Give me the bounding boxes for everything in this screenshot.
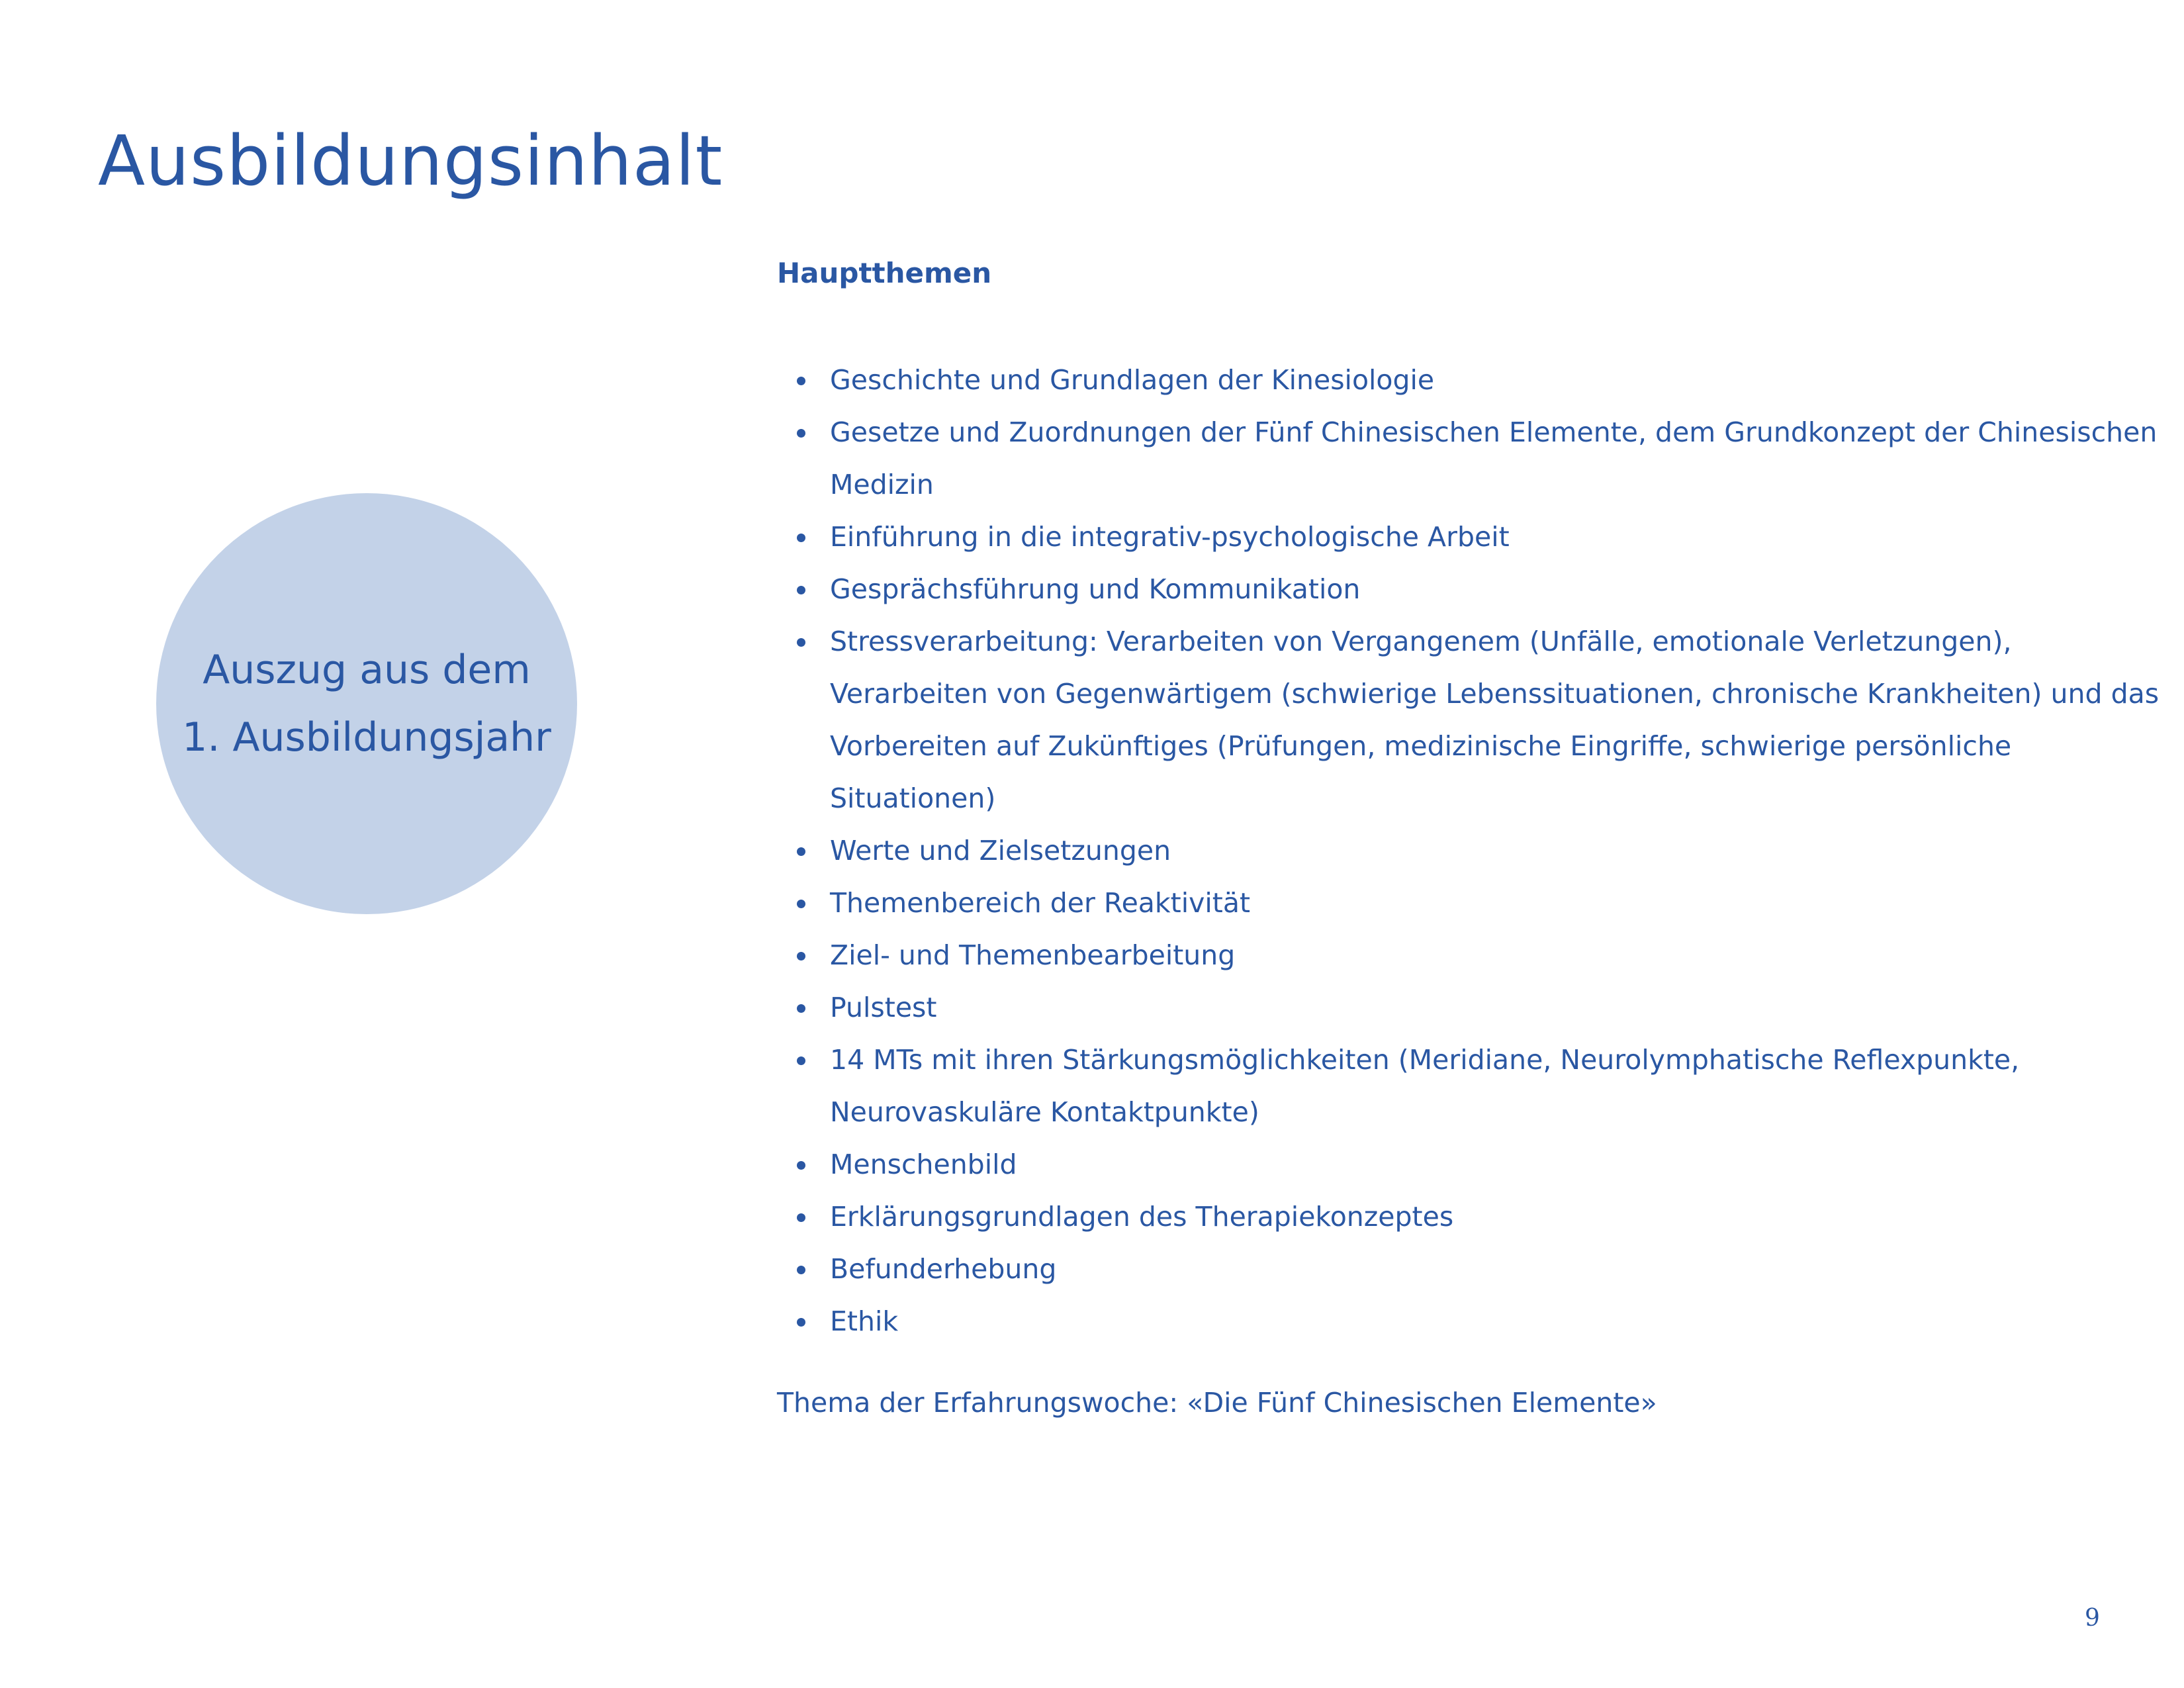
bullet-icon	[797, 1213, 805, 1222]
list-item	[777, 1295, 2167, 1348]
bullet-icon	[797, 1161, 805, 1170]
list-item	[777, 511, 2167, 563]
list-item	[777, 1191, 2167, 1243]
list-item-text: Geschichte und Grundlagen der Kinesiologie	[830, 364, 1435, 396]
list-item	[777, 1243, 2167, 1295]
list-item-text: Themenbereich der Reaktivität	[830, 887, 1251, 919]
bullet-icon	[797, 377, 805, 385]
circle-line-1: Auszug aus dem	[203, 647, 531, 693]
bullet-icon	[797, 1056, 805, 1065]
list-item	[777, 406, 2167, 511]
list-item-text: 14 MTs mit ihren Stärkungsmöglichkeiten (Meridiane, Neurolymphatische Reflexpunkte, Neurovaskuläre Kontaktpunkte)	[830, 1044, 2020, 1128]
year-circle	[156, 493, 577, 914]
list-item	[777, 877, 2167, 929]
list-item-text: Befunderhebung	[830, 1253, 1057, 1285]
list-item-text: Einführung in die integrativ-psychologische Arbeit	[830, 521, 1510, 553]
list-item-text: Pulstest	[830, 992, 937, 1023]
bullet-icon	[797, 534, 805, 542]
list-item-text: Ethik	[830, 1305, 899, 1337]
list-item	[777, 982, 2167, 1034]
topic-list	[777, 354, 2167, 1348]
list-item	[777, 929, 2167, 982]
page-title: Ausbildungsinhalt	[98, 120, 723, 201]
main-topics-heading: Hauptthemen	[777, 257, 992, 289]
circle-line-2: 1. Ausbildungsjahr	[182, 714, 551, 761]
list-item	[777, 825, 2167, 877]
list-item-text: Ziel- und Themenbearbeitung	[830, 939, 1236, 971]
list-item-text: Menschenbild	[830, 1149, 1017, 1180]
list-item	[777, 1139, 2167, 1191]
list-item-text: Erklärungsgrundlagen des Therapiekonzeptes	[830, 1201, 1454, 1233]
list-item-text: Gesprächsführung und Kommunikation	[830, 573, 1361, 605]
list-item-text: Stressverarbeitung: Verarbeiten von Vergangenem (Unfälle, emotionale Verletzungen), Verarbeiten von Gegenwärtigem (schwierige Lebenssituationen, chronische Krankheiten) und das Vorbereiten auf Zukünftiges (Prüfungen, medizinische Eingriffe, schwierige persönliche Situationen)	[830, 626, 2160, 814]
bullet-icon	[797, 1318, 805, 1327]
bullet-icon	[797, 952, 805, 961]
list-item	[777, 354, 2167, 406]
list-item-text: Gesetze und Zuordnungen der Fünf Chinesischen Elemente, dem Grundkonzept der Chinesischen Medizin	[830, 416, 2158, 500]
list-item	[777, 563, 2167, 616]
list-item	[777, 1034, 2167, 1139]
experience-week-note: Thema der Erfahrungswoche: «Die Fünf Chinesischen Elemente»	[777, 1387, 1657, 1419]
bullet-icon	[797, 900, 805, 908]
list-item-text: Werte und Zielsetzungen	[830, 835, 1171, 867]
page-number: 9	[2085, 1605, 2100, 1632]
bullet-icon	[797, 1266, 805, 1274]
bullet-icon	[797, 429, 805, 438]
bullet-icon	[797, 847, 805, 856]
bullet-icon	[797, 638, 805, 647]
bullet-icon	[797, 1004, 805, 1013]
list-item	[777, 616, 2167, 825]
bullet-icon	[797, 586, 805, 594]
